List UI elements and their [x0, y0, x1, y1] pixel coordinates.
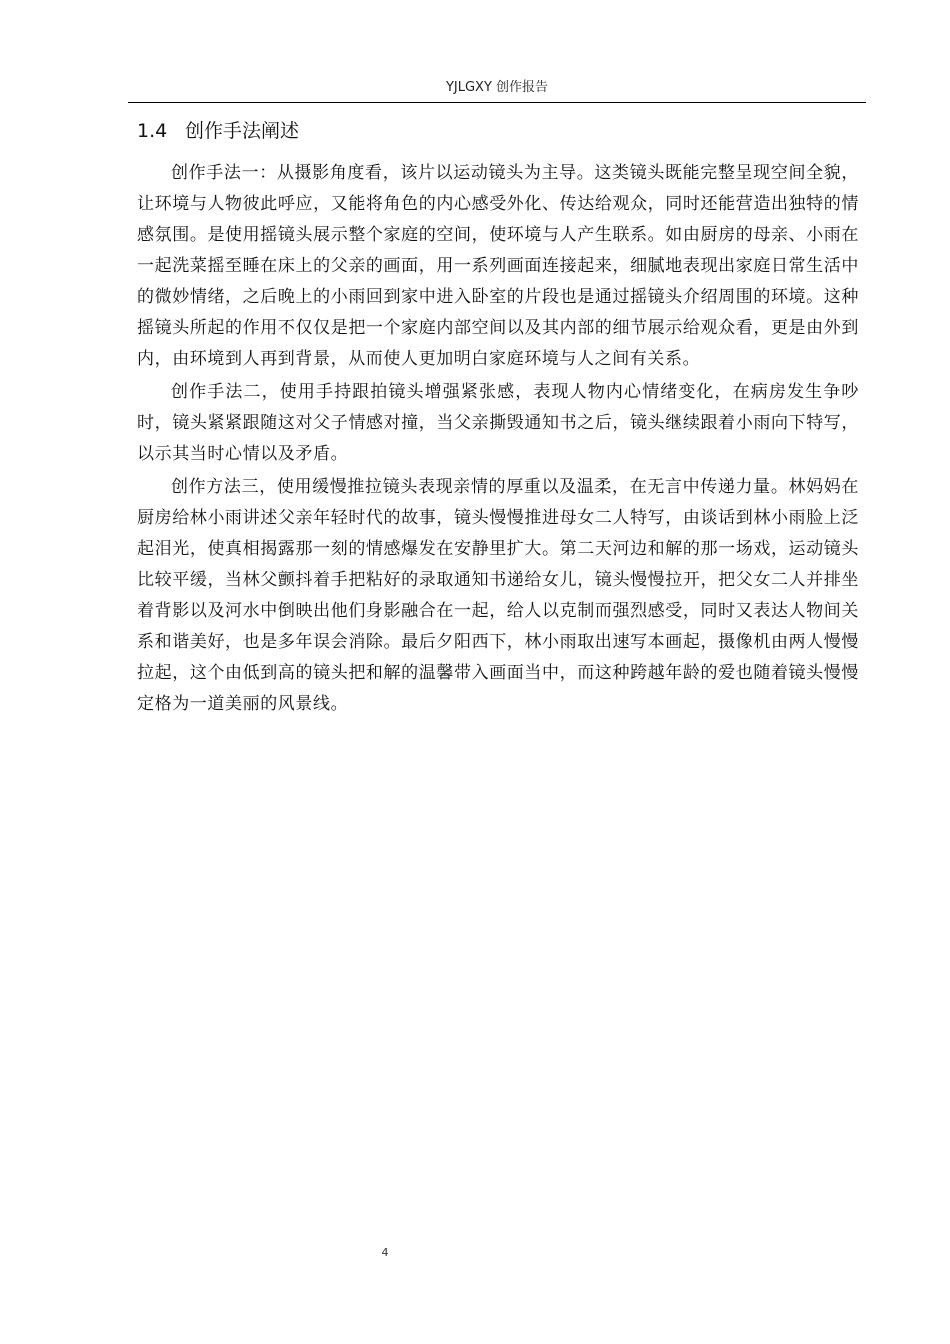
header-title: YJLGXY 创作报告	[445, 80, 549, 95]
page-number: 4	[381, 1246, 389, 1259]
paragraph-technique-three: 创作方法三，使用缓慢推拉镜头表现亲情的厚重以及温柔，在无言中传递力量。林妈妈在厨房给林小雨讲述父亲年轻时代的故事，镜头慢慢推进母女二人特写，由谈话到林小雨脸上泛起泪光，使真相揭露那一刻的情感爆发在安静里扩大。第二天河边和解的那一场戏，运动镜头比较平缓，当林父颤抖着手把粘好的录取通知书递给女儿，镜头慢慢拉开，把父女二人并排坐着背影以及河水中倒映出他们身影融合在一起，给人以克制而强烈感受，同时又表达人物间关系和谐美好，也是多年误会消除。最后夕阳西下，林小雨取出速写本画起，摄像机由两人慢慢拉起，这个由低到高的镜头把和解的温馨带入画面当中，而这种跨越年龄的爱也随着镜头慢慢定格为一道美丽的风景线。	[137, 477, 859, 714]
section-title: 创作手法阐述	[185, 120, 300, 142]
body-text	[137, 158, 859, 722]
page-header	[128, 78, 866, 103]
paragraph-technique-two: 创作手法二，使用手持跟拍镜头增强紧张感，表现人物内心情绪变化，在病房发生争吵时，镜头紧紧跟随这对父子情感对撞，当父亲撕毁通知书之后，镜头继续跟着小雨向下特写，以示其当时心情以及矛盾。	[137, 382, 859, 464]
section-number: 1.4	[137, 120, 168, 142]
section-heading	[137, 118, 299, 144]
paragraph-technique-one: 创作手法一：从摄影角度看，该片以运动镜头为主导。这类镜头既能完整呈现空间全貌，让环境与人物彼此呼应，又能将角色的内心感受外化、传达给观众，同时还能营造出独特的情感氛围。是使用摇镜头展示整个家庭的空间，使环境与人产生联系。如由厨房的母亲、小雨在一起洗菜摇至睡在床上的父亲的画面，用一系列画面连接起来，细腻地表现出家庭日常生活中的微妙情绪，之后晚上的小雨回到家中进入卧室的片段也是通过摇镜头介绍周围的环境。这种摇镜头所起的作用不仅仅是把一个家庭内部空间以及其内部的细节展示给观众看，更是由外到内，由环境到人再到背景，从而使人更加明白家庭环境与人之间有关系。	[137, 163, 859, 369]
